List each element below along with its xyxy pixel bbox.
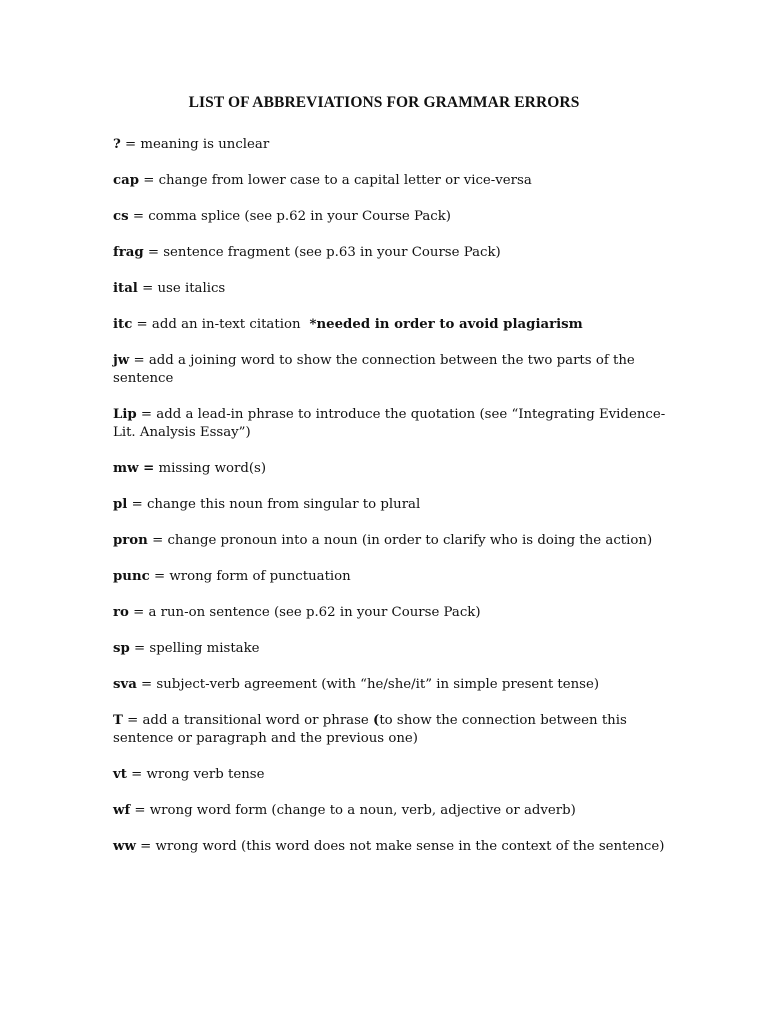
abbreviation-definition: = add a lead-in phrase to introduce the quotation (see “Integrating Evidence-Lit. Analysis Essay”) [113, 407, 666, 440]
abbreviation-definition: = comma splice (see p.62 in your Course Pack) [128, 209, 451, 224]
abbreviation-code: Lip [113, 407, 137, 422]
list-item [113, 532, 673, 550]
abbreviation-code: pl [113, 497, 128, 512]
list-item [113, 568, 673, 586]
list-item [113, 496, 673, 514]
list-item [113, 352, 673, 388]
abbreviation-definition: = change from lower case to a capital letter or vice-versa [139, 173, 532, 188]
abbreviation-definition: = a run-on sentence (see p.62 in your Course Pack) [128, 605, 481, 620]
abbreviation-definition: = change this noun from singular to plural [127, 497, 421, 512]
plagiarism-note: *needed in order to avoid plagiarism [309, 317, 583, 332]
abbreviation-definition: = add an in-text citation [132, 317, 301, 332]
list-item [113, 604, 673, 622]
abbreviation-code: cap [113, 173, 140, 188]
list-item [113, 712, 673, 748]
abbreviation-definition: = spelling mistake [129, 641, 260, 656]
list-item [113, 136, 673, 154]
abbreviation-list [113, 136, 673, 856]
list-item [113, 802, 673, 820]
list-item [113, 460, 673, 478]
abbreviation-definition: missing word(s) [154, 461, 267, 476]
list-item [113, 676, 673, 694]
document-title: LIST OF ABBREVIATIONS FOR GRAMMAR ERRORS [188, 94, 580, 111]
abbreviation-definition: = wrong verb tense [126, 767, 265, 782]
list-item [113, 316, 673, 334]
abbreviation-definition: = subject-verb agreement (with “he/she/it” in simple present tense) [136, 677, 600, 692]
abbreviation-code: vt [113, 767, 127, 782]
abbreviation-definition-continued: to show the connection between this sentence or paragraph and the previous one) [113, 713, 627, 746]
abbreviation-code: punc [113, 569, 150, 584]
abbreviation-definition: = sentence fragment (see p.63 in your Course Pack) [143, 245, 501, 260]
list-item [113, 766, 673, 784]
abbreviation-definition: = wrong word (this word does not make sense in the context of the sentence) [135, 839, 665, 854]
list-item [113, 244, 673, 262]
abbreviation-code: T [113, 713, 123, 728]
abbreviation-definition: = wrong word form (change to a noun, verb, adjective or adverb) [130, 803, 576, 818]
abbreviation-code: cs [113, 209, 129, 224]
abbreviation-code: jw [113, 353, 130, 368]
abbreviation-definition: = change pronoun into a noun (in order to clarify who is doing the action) [147, 533, 653, 548]
abbreviation-definition: = use italics [137, 281, 226, 296]
abbreviation-code: wf [113, 803, 131, 818]
abbreviation-definition: = add a joining word to show the connection between the two parts of the sentence [113, 353, 635, 386]
abbreviation-code: frag [113, 245, 144, 260]
abbreviation-code: itc [113, 317, 133, 332]
abbreviation-code: pron [113, 533, 148, 548]
abbreviation-definition: = add a transitional word or phrase [122, 713, 374, 728]
list-item [113, 172, 673, 190]
list-item [113, 406, 673, 442]
list-item [113, 640, 673, 658]
abbreviation-code: ? [113, 137, 121, 152]
abbreviation-code: mw = [113, 461, 155, 476]
abbreviation-code: sva [113, 677, 137, 692]
abbreviation-definition: = wrong form of punctuation [149, 569, 351, 584]
abbreviation-definition: = meaning is unclear [120, 137, 270, 152]
abbreviation-code: ro [113, 605, 129, 620]
abbreviation-code: ww [113, 839, 136, 854]
list-item [113, 208, 673, 226]
abbreviation-code: ital [113, 281, 138, 296]
abbreviation-code: sp [113, 641, 130, 656]
list-item [113, 838, 673, 856]
list-item [113, 280, 673, 298]
open-parenthesis: ( [373, 713, 380, 728]
